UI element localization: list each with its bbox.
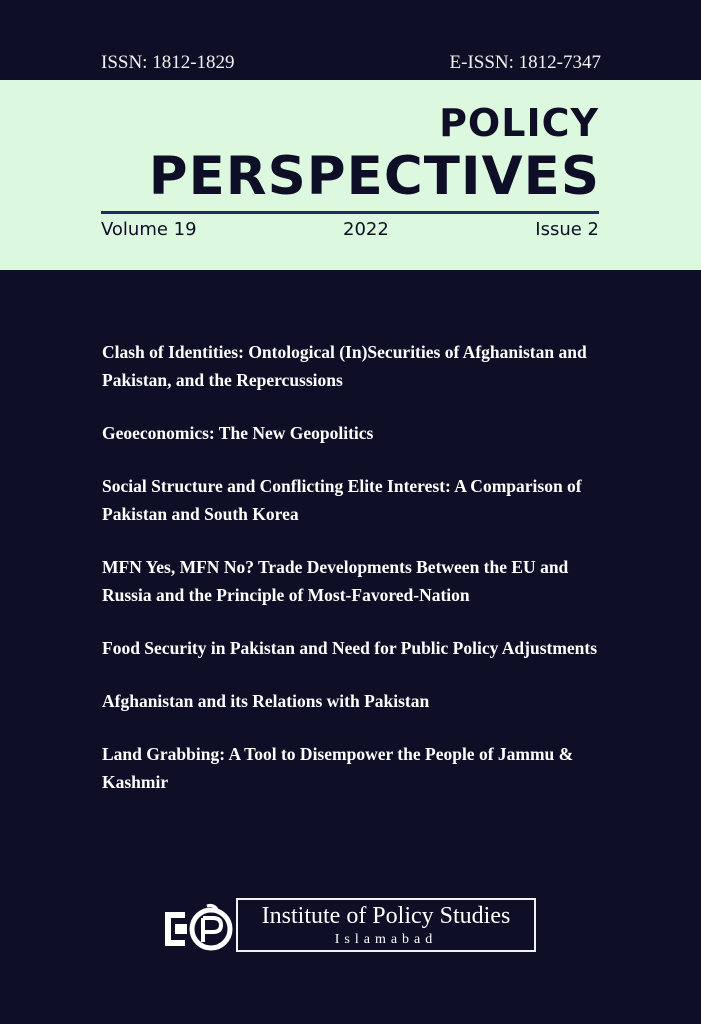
- article-title: Social Structure and Conflicting Elite Interest: A Comparison of Pakistan and South Korea: [102, 476, 582, 524]
- institute-city: Islamabad: [334, 932, 438, 947]
- issn-row: [101, 52, 601, 74]
- article-title: MFN Yes, MFN No? Trade Developments Between the EU and Russia and the Principle of Most-Favored-Nation: [102, 557, 569, 605]
- publisher-footer: [163, 898, 541, 954]
- year-label: 2022: [343, 219, 389, 240]
- article-title: Food Security in Pakistan and Need for Public Policy Adjustments: [102, 638, 598, 658]
- article-list: [102, 338, 622, 821]
- volume-label: Volume 19: [101, 219, 197, 240]
- article-title: Afghanistan and its Relations with Pakistan: [102, 691, 430, 711]
- article-title: Land Grabbing: A Tool to Disempower the People of Jammu & Kashmir: [102, 744, 574, 792]
- institute-name: Institute of Policy Studies: [261, 903, 511, 929]
- issue-info-row: [101, 219, 599, 240]
- article-title: Clash of Identities: Ontological (In)Securities of Afghanistan and Pakistan, and the Repercussions: [102, 342, 587, 390]
- institute-name-box: [236, 898, 536, 952]
- issn-label: ISSN: 1812-1829: [101, 52, 235, 73]
- article-title: Geoeconomics: The New Geopolitics: [102, 423, 374, 443]
- issue-label: Issue 2: [535, 219, 599, 240]
- ips-logo-icon: [163, 902, 233, 952]
- title-divider: [101, 211, 599, 214]
- journal-title-line2: PERSPECTIVES: [148, 146, 600, 207]
- eissn-label: E-ISSN: 1812-7347: [449, 52, 601, 73]
- journal-title-line1: POLICY: [439, 101, 599, 145]
